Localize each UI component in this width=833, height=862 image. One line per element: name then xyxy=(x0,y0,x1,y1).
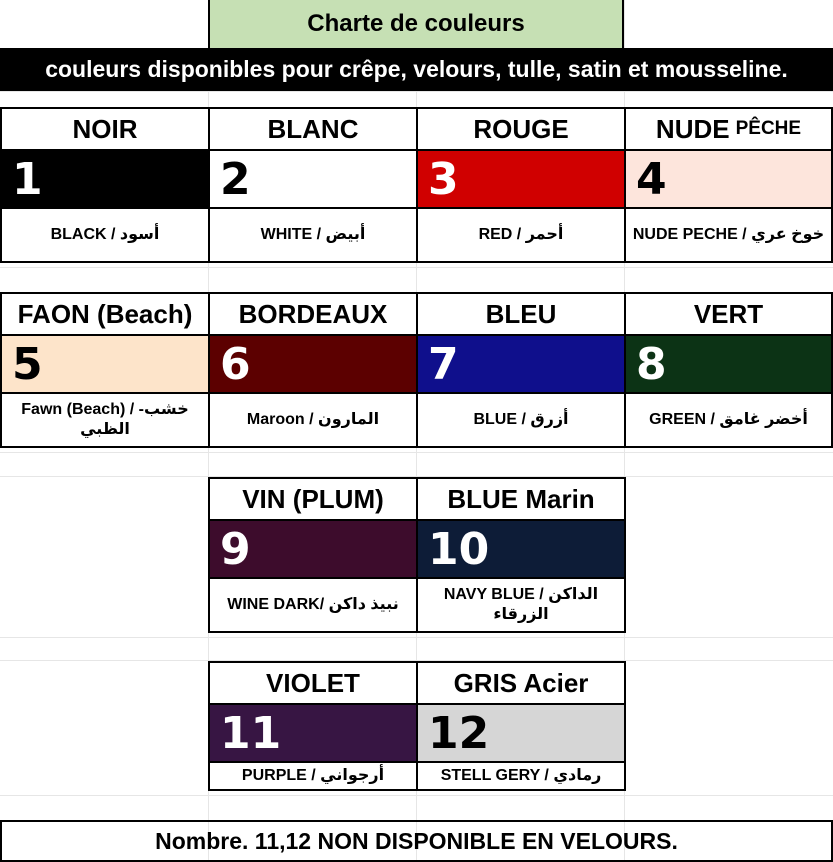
color-label: NUDE PECHE / خوخ عري xyxy=(624,207,833,263)
color-name: NUDE xyxy=(655,113,730,144)
color-number: 2 xyxy=(220,153,251,205)
color-swatch xyxy=(416,149,626,209)
color-name: BLEU xyxy=(485,298,557,329)
color-name: BLUE Marin xyxy=(447,483,595,514)
color-name-cell xyxy=(416,292,626,336)
color-label: Maroon / المارون xyxy=(208,392,418,448)
color-number: 10 xyxy=(428,523,490,575)
color-number: 7 xyxy=(428,338,459,390)
color-name-cell xyxy=(0,292,210,336)
color-swatch xyxy=(0,149,210,209)
color-name: BLANC xyxy=(267,113,359,144)
color-swatch xyxy=(624,149,833,209)
color-name: VIOLET xyxy=(266,667,360,698)
gridline xyxy=(0,452,833,453)
color-name-cell xyxy=(0,107,210,151)
footer-note: Nombre. 11,12 NON DISPONIBLE EN VELOURS. xyxy=(0,820,833,862)
color-swatch xyxy=(208,149,418,209)
color-number: 8 xyxy=(636,338,667,390)
color-label: Fawn (Beach) / خشب-الظبي xyxy=(0,392,210,448)
color-label: RED / أحمر xyxy=(416,207,626,263)
color-name-cell xyxy=(208,477,418,521)
color-number: 6 xyxy=(220,338,251,390)
color-number: 11 xyxy=(220,707,282,759)
color-swatch xyxy=(416,703,626,763)
color-label: NAVY BLUE / الداكن الزرقاء xyxy=(416,577,626,633)
color-number: 5 xyxy=(12,338,43,390)
gridline xyxy=(0,267,833,268)
color-name-cell xyxy=(208,292,418,336)
color-label: STELL GERY / رمادي xyxy=(416,761,626,791)
color-number: 4 xyxy=(636,153,667,205)
color-swatch xyxy=(0,334,210,394)
color-swatch xyxy=(416,334,626,394)
color-number: 3 xyxy=(428,153,459,205)
color-number: 12 xyxy=(428,707,490,759)
color-name: FAON (Beach) xyxy=(17,298,193,329)
color-swatch xyxy=(208,519,418,579)
color-label: BLACK / أسود xyxy=(0,207,210,263)
availability-banner: couleurs disponibles pour crêpe, velours, tulle, satin et mousseline. xyxy=(0,48,833,91)
color-name: NOIR xyxy=(72,113,138,144)
chart-title: Charte de couleurs xyxy=(208,0,624,48)
color-name-cell xyxy=(624,292,833,336)
color-name-cell xyxy=(208,107,418,151)
color-label: GREEN / أخضر غامق xyxy=(624,392,833,448)
color-label: BLUE / أزرق xyxy=(416,392,626,448)
color-name: GRIS Acier xyxy=(453,667,589,698)
color-name-cell xyxy=(416,477,626,521)
color-name-cell xyxy=(208,661,418,705)
color-name-cell xyxy=(416,107,626,151)
gridline xyxy=(0,637,833,638)
color-name: VIN (PLUM) xyxy=(242,483,384,514)
color-label: PURPLE / أرجواني xyxy=(208,761,418,791)
color-name-cell xyxy=(624,107,833,151)
color-label: WINE DARK/ نبيذ داكن xyxy=(208,577,418,633)
gridline xyxy=(0,795,833,796)
color-name-suffix: PÊCHE xyxy=(735,118,802,139)
color-swatch xyxy=(416,519,626,579)
color-name: BORDEAUX xyxy=(238,298,388,329)
color-name-cell xyxy=(416,661,626,705)
color-swatch xyxy=(208,703,418,763)
color-label: WHITE / أبيض xyxy=(208,207,418,263)
color-swatch xyxy=(208,334,418,394)
color-name: ROUGE xyxy=(473,113,569,144)
color-number: 9 xyxy=(220,523,251,575)
color-number: 1 xyxy=(12,153,43,205)
color-name: VERT xyxy=(693,298,764,329)
gridline xyxy=(0,91,833,92)
color-swatch xyxy=(624,334,833,394)
